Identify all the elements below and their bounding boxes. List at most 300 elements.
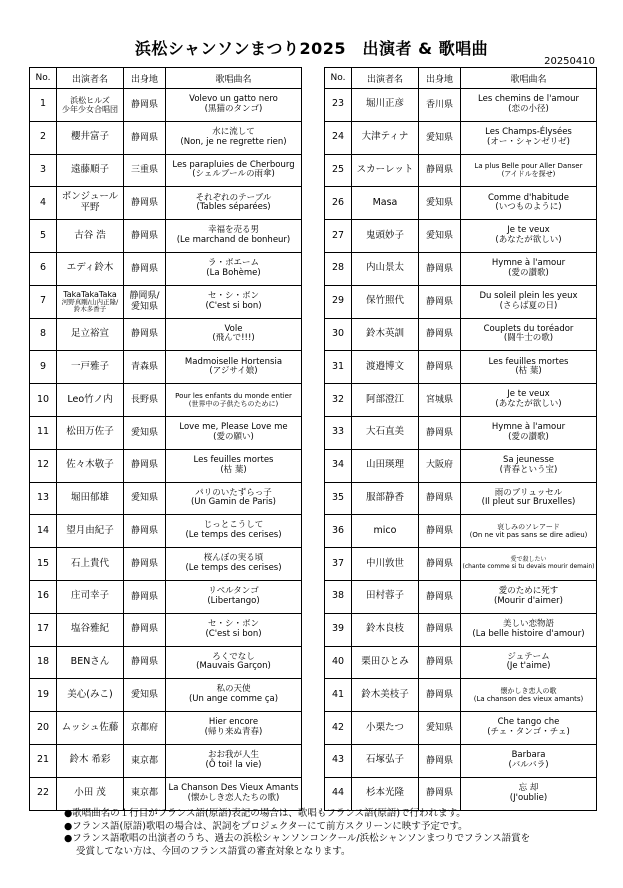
song-title-line: セ・シ・ボン — [207, 618, 259, 629]
row-number: 13 — [30, 482, 57, 515]
song-title — [166, 679, 302, 712]
origin-line: 静岡県 — [425, 558, 453, 569]
origin-line: 青森県 — [130, 362, 158, 373]
song-title — [166, 416, 302, 449]
song-title — [461, 416, 597, 449]
song-title-line: (C'est si bon) — [205, 300, 262, 311]
performer-name — [352, 744, 419, 777]
row-number: 24 — [325, 121, 352, 154]
performer-name-line: 佐々木敬子 — [66, 459, 114, 471]
row-number: 43 — [325, 744, 352, 777]
origin-line: 静岡県 — [425, 690, 453, 701]
footnote-line: ●フランス語(原語)歌唱の場合は、訳詞をプロジェクターにて前方スクリーンに映す予定です。 — [64, 820, 468, 832]
song-title-line: (闘牛士の歌) — [503, 333, 554, 344]
row-number: 35 — [325, 482, 352, 515]
song-title — [461, 121, 597, 154]
footnote-line: ●フランス語歌唱の出演者のうち、過去の浜松シャンソンコンクール/浜松シャンソンまつりでフランス語賞を — [64, 833, 531, 844]
performer-name-line: 少年少女合唱団 — [62, 104, 118, 114]
song-title-line: Barbara — [511, 750, 546, 761]
col-header-song: 歌唱曲名 — [461, 68, 597, 89]
origin-line: 静岡県 — [425, 591, 453, 602]
table-row — [30, 351, 302, 384]
song-title-line: それぞれのテーブル — [195, 192, 272, 203]
performer-name-line: 大石直美 — [365, 426, 404, 438]
song-title-line: (アイドルを探せ) — [501, 170, 556, 179]
performer-name-line: 堀川正彦 — [365, 98, 404, 110]
performer-name — [352, 351, 419, 384]
row-number: 26 — [325, 187, 352, 220]
table-row — [325, 187, 597, 220]
origin-line: 静岡県 — [130, 132, 158, 143]
song-title-line: (枯 葉) — [515, 366, 542, 377]
row-number: 19 — [30, 679, 57, 712]
performer-name-line: ムッシュ佐藤 — [61, 721, 119, 733]
row-number: 2 — [30, 121, 57, 154]
song-title-line: ろくでなし — [212, 651, 255, 662]
song-title-line: (Le temps des cerises) — [185, 563, 282, 574]
origin-prefecture — [124, 252, 166, 285]
row-number: 1 — [30, 89, 57, 122]
song-title-line: セ・シ・ボン — [207, 290, 259, 301]
table-row — [325, 285, 597, 318]
origin-prefecture — [419, 548, 461, 581]
row-number: 44 — [325, 777, 352, 810]
song-title-line: (枯 葉) — [220, 464, 247, 475]
performer-name-line: 浜松ヒルズ — [70, 95, 110, 105]
performer-name — [57, 449, 124, 482]
page-title: 浜松シャンソンまつり2025 出演者 & 歌唱曲 — [134, 39, 489, 58]
performer-name-line: 河野真剛/山内正隆/ — [61, 297, 119, 306]
performer-name-line: 栗田ひとみ — [361, 655, 409, 667]
performer-name — [352, 318, 419, 351]
song-title-line: Hier encore — [208, 717, 259, 728]
table-row — [30, 384, 302, 417]
performer-name — [57, 318, 124, 351]
song-title-line: (オー・シャンゼリゼ) — [487, 136, 570, 147]
row-number: 39 — [325, 613, 352, 646]
song-title — [166, 449, 302, 482]
performer-name-line: 山田瑛理 — [365, 459, 404, 471]
song-title — [461, 285, 597, 318]
table-row — [30, 252, 302, 285]
origin-line: 静岡県 — [130, 99, 158, 110]
table-row — [30, 646, 302, 679]
song-title-line: (Mourir d'aimer) — [494, 595, 563, 606]
song-title-line: 哀しみのソレアード — [497, 523, 560, 532]
song-title-line: ラ・ボエーム — [207, 258, 259, 269]
origin-prefecture — [124, 220, 166, 253]
performer-name-line: Masa — [372, 196, 398, 208]
row-number: 15 — [30, 548, 57, 581]
song-title-line: 愛のために死す — [498, 586, 559, 597]
row-number: 42 — [325, 712, 352, 745]
col-header-song: 歌唱曲名 — [166, 68, 302, 89]
performer-name — [352, 777, 419, 810]
origin-prefecture — [419, 89, 461, 122]
performer-name — [352, 187, 419, 220]
origin-prefecture — [419, 285, 461, 318]
song-title — [461, 580, 597, 613]
performer-name — [352, 548, 419, 581]
table-row — [30, 187, 302, 220]
performer-name — [57, 712, 124, 745]
table-row — [325, 679, 597, 712]
col-header-performer: 出演者名 — [57, 68, 124, 89]
song-title-line: La Chanson Des Vieux Amants — [168, 782, 299, 793]
song-title-line: 美しい恋物語 — [502, 618, 554, 629]
performer-name — [57, 351, 124, 384]
performer-name-line: エディ鈴木 — [66, 262, 114, 274]
origin-prefecture — [124, 744, 166, 777]
song-title — [166, 121, 302, 154]
performer-name — [57, 777, 124, 810]
song-title — [166, 187, 302, 220]
origin-line: 静岡県 — [130, 558, 158, 569]
origin-line: 静岡県 — [425, 362, 453, 373]
row-number: 32 — [325, 384, 352, 417]
performer-name-line: 小栗たつ — [365, 721, 404, 733]
performer-name — [352, 646, 419, 679]
origin-prefecture — [124, 515, 166, 548]
row-number: 34 — [325, 449, 352, 482]
song-title — [461, 89, 597, 122]
table-row — [325, 482, 597, 515]
origin-prefecture — [419, 416, 461, 449]
table-row — [30, 580, 302, 613]
performer-name — [57, 548, 124, 581]
performer-name — [352, 679, 419, 712]
table-row — [325, 121, 597, 154]
origin-line: 愛知県 — [425, 722, 453, 733]
origin-prefecture — [124, 679, 166, 712]
song-title-line: Les Champs-Élysées — [485, 126, 572, 137]
song-title-line: (飛んで!!!) — [212, 333, 255, 344]
origin-line: 愛知県 — [130, 493, 158, 504]
origin-prefecture — [124, 449, 166, 482]
table-row — [325, 646, 597, 679]
song-title-line: 雨のブリュッセル — [494, 487, 563, 498]
song-title — [461, 187, 597, 220]
song-title-line: Che tango che — [497, 717, 560, 728]
song-title-line: La plus Belle pour Aller Danser — [474, 162, 583, 171]
origin-prefecture — [419, 613, 461, 646]
table-row — [325, 777, 597, 810]
performer-name — [57, 121, 124, 154]
song-title — [461, 679, 597, 712]
table-row — [325, 515, 597, 548]
origin-prefecture — [124, 285, 166, 318]
row-number: 27 — [325, 220, 352, 253]
song-title-line: (あなたが欲しい) — [495, 235, 562, 246]
song-title — [166, 548, 302, 581]
song-title — [461, 744, 597, 777]
origin-prefecture — [124, 187, 166, 220]
song-title — [461, 449, 597, 482]
performer-name — [57, 252, 124, 285]
performer-name-line: 渡邉博文 — [365, 360, 404, 372]
song-title-line: パリのいたずらっ子 — [195, 487, 272, 498]
origin-line: 静岡県 — [425, 657, 453, 668]
song-title-line: (La Bohème) — [206, 267, 261, 278]
song-title-line: (La belle histoire d'amour) — [472, 628, 585, 639]
performer-name-line: Leo竹ノ内 — [67, 393, 113, 405]
table-row — [325, 613, 597, 646]
song-title — [461, 252, 597, 285]
performer-name-line: mico — [373, 524, 397, 536]
performer-name — [352, 515, 419, 548]
origin-line: 愛知県 — [130, 427, 158, 438]
origin-prefecture — [124, 318, 166, 351]
song-title-line: リベルタンゴ — [208, 586, 259, 597]
performer-name — [57, 580, 124, 613]
performer-name-line: BENさん — [70, 655, 110, 667]
row-number: 14 — [30, 515, 57, 548]
origin-line: 静岡県 — [425, 755, 453, 766]
row-number: 25 — [325, 154, 352, 187]
origin-line: 香川県 — [425, 99, 453, 110]
song-title — [166, 613, 302, 646]
song-title-line: (恋の小径) — [508, 103, 549, 114]
table-row — [325, 744, 597, 777]
origin-prefecture — [124, 646, 166, 679]
row-number: 18 — [30, 646, 57, 679]
song-title-line: (C'est si bon) — [205, 628, 262, 639]
table-row — [325, 154, 597, 187]
song-title — [166, 384, 302, 417]
performer-name-line: 鈴木 希彩 — [69, 754, 111, 766]
song-title-line: (青春という宝) — [499, 464, 558, 475]
song-title-line: (Libertango) — [207, 595, 260, 606]
row-number: 5 — [30, 220, 57, 253]
song-title — [461, 548, 597, 581]
origin-line: 静岡県 — [130, 230, 158, 241]
song-title — [461, 515, 597, 548]
song-title-line: 懐かしき恋人の歌 — [500, 687, 557, 696]
song-title-line: (On ne vit pas sans se dire adieu) — [469, 531, 588, 540]
origin-prefecture — [419, 187, 461, 220]
origin-prefecture — [419, 712, 461, 745]
origin-prefecture — [124, 351, 166, 384]
origin-line: 東京都 — [130, 788, 158, 799]
table-row — [30, 285, 302, 318]
table-row — [30, 744, 302, 777]
origin-prefecture — [124, 121, 166, 154]
song-title — [461, 318, 597, 351]
row-number: 37 — [325, 548, 352, 581]
performer-name — [57, 187, 124, 220]
origin-line: 三重県 — [130, 165, 158, 176]
song-title-line: Couplets du toréador — [483, 323, 574, 334]
table-row — [30, 121, 302, 154]
origin-line: 京都府 — [130, 722, 158, 733]
table-row — [325, 416, 597, 449]
performer-name — [352, 384, 419, 417]
origin-line: 静岡県 — [425, 263, 453, 274]
origin-prefecture — [419, 252, 461, 285]
origin-line: 愛知県 — [130, 301, 158, 312]
col-header-no: No. — [325, 68, 352, 89]
song-title — [166, 646, 302, 679]
row-number: 11 — [30, 416, 57, 449]
table-row — [30, 515, 302, 548]
song-title — [166, 318, 302, 351]
col-header-origin: 出身地 — [419, 68, 461, 89]
table-row — [325, 89, 597, 122]
origin-prefecture — [419, 154, 461, 187]
performer-name — [57, 285, 124, 318]
origin-prefecture — [124, 712, 166, 745]
song-title — [461, 613, 597, 646]
table-row — [325, 449, 597, 482]
song-title-line: Les feuilles mortes — [488, 356, 569, 367]
performer-name-line: 石塚弘子 — [365, 754, 404, 766]
row-number: 21 — [30, 744, 57, 777]
row-number: 3 — [30, 154, 57, 187]
song-title-line: (バルバラ) — [508, 759, 549, 770]
performer-name-line: 杉本光隆 — [365, 787, 404, 799]
origin-prefecture — [419, 482, 461, 515]
table-row — [30, 154, 302, 187]
origin-line: 静岡県 — [425, 526, 453, 537]
table-row — [30, 220, 302, 253]
origin-line: 静岡県 — [130, 624, 158, 635]
origin-prefecture — [419, 121, 461, 154]
origin-prefecture — [419, 515, 461, 548]
col-header-no: No. — [30, 68, 57, 89]
performer-name-line: 望月由紀子 — [66, 524, 114, 536]
song-title-line: Pour les enfants du monde entier — [175, 392, 292, 401]
origin-prefecture — [124, 384, 166, 417]
performer-name-line: 阿部澄江 — [365, 393, 404, 405]
footnote-line: 受賞してない方は、今回のフランス語賞の審査対象となります。 — [76, 845, 351, 857]
song-title — [166, 515, 302, 548]
song-title-line: (さらば夏の日) — [499, 300, 558, 311]
row-number: 36 — [325, 515, 352, 548]
song-title — [166, 744, 302, 777]
origin-prefecture — [419, 220, 461, 253]
performer-name-line: スカーレット — [356, 164, 414, 176]
table-row — [30, 318, 302, 351]
performer-name — [57, 154, 124, 187]
origin-line: 愛知県 — [425, 230, 453, 241]
performer-name — [57, 482, 124, 515]
song-title-line: ジュテーム — [507, 651, 550, 662]
origin-prefecture — [419, 646, 461, 679]
origin-prefecture — [124, 154, 166, 187]
song-title — [461, 777, 597, 810]
performer-name-line: 美心(みこ) — [67, 688, 113, 700]
origin-prefecture — [124, 580, 166, 613]
row-number: 9 — [30, 351, 57, 384]
origin-prefecture — [124, 777, 166, 810]
performer-name-line: 遠藤順子 — [70, 164, 109, 176]
song-title-line: (愛の願い) — [213, 431, 254, 442]
table-row — [325, 384, 597, 417]
origin-prefecture — [124, 416, 166, 449]
performer-name — [352, 89, 419, 122]
performer-name — [352, 220, 419, 253]
performer-name — [352, 252, 419, 285]
song-title — [166, 220, 302, 253]
song-title — [166, 580, 302, 613]
col-header-origin: 出身地 — [124, 68, 166, 89]
origin-line: 大阪府 — [425, 460, 453, 471]
song-title — [461, 646, 597, 679]
song-title-line: Les chemins de l'amour — [478, 94, 579, 105]
song-title — [166, 252, 302, 285]
performer-name — [352, 416, 419, 449]
document-date: 20250410 — [544, 56, 595, 67]
origin-prefecture — [419, 449, 461, 482]
performer-table-left — [29, 67, 302, 811]
song-title-line: Hymne à l'amour — [491, 422, 566, 433]
song-title — [461, 712, 597, 745]
performer-name-line: 鬼頭妙子 — [365, 229, 404, 241]
origin-prefecture — [419, 580, 461, 613]
table-row — [30, 548, 302, 581]
row-number: 16 — [30, 580, 57, 613]
song-title-line: 水に流して — [212, 126, 255, 137]
row-number: 40 — [325, 646, 352, 679]
song-title-line: 忘 却 — [518, 782, 539, 793]
origin-prefecture — [419, 351, 461, 384]
song-title-line: Les feuilles mortes — [193, 454, 274, 465]
origin-line: 静岡県 — [425, 493, 453, 504]
performer-name-line: 堀田郁雄 — [70, 492, 109, 503]
table-row — [30, 613, 302, 646]
performer-name-line: 塩谷雅紀 — [70, 623, 109, 635]
table-row — [325, 220, 597, 253]
performer-name-line: 鈴木英訓 — [365, 328, 404, 340]
song-title-line: (Le marchand de bonheur) — [176, 235, 291, 246]
song-title-line: (chante comme si tu devais mourir demain) — [462, 563, 595, 571]
song-title-line: (懐かしき恋人たちの歌) — [187, 792, 280, 803]
performer-name — [57, 220, 124, 253]
table-row — [325, 548, 597, 581]
performer-name — [352, 613, 419, 646]
origin-line: 愛知県 — [130, 690, 158, 701]
song-title — [166, 154, 302, 187]
song-title — [166, 777, 302, 810]
row-number: 6 — [30, 252, 57, 285]
performer-name-line: 一戸雅子 — [70, 360, 109, 372]
performer-name — [57, 679, 124, 712]
song-title-line: 私の天使 — [216, 684, 251, 695]
origin-line: 静岡県 — [425, 788, 453, 799]
song-title-line: Volevo un gatto nero — [189, 94, 278, 105]
song-title-line: (La chanson des vieux amants) — [473, 695, 584, 704]
song-title-line: (Un ange comme ça) — [188, 694, 279, 705]
origin-line: 静岡県 — [425, 427, 453, 438]
song-title-line: Love me, Please Love me — [179, 422, 288, 433]
origin-line: 長野県 — [130, 394, 158, 405]
song-title — [166, 482, 302, 515]
origin-line: 静岡県 — [425, 296, 453, 307]
song-title — [461, 154, 597, 187]
song-title-line: (Non, je ne regrette rien) — [180, 136, 287, 147]
song-title-line: Je te veux — [507, 389, 550, 400]
origin-prefecture — [419, 777, 461, 810]
song-title — [166, 89, 302, 122]
table-row — [325, 252, 597, 285]
performer-name-line: 大津ティナ — [361, 131, 409, 143]
table-row — [325, 318, 597, 351]
song-title-line: 愛で殺したい — [510, 556, 547, 564]
performer-name — [352, 482, 419, 515]
song-title — [166, 285, 302, 318]
song-title-line: (Le temps des cerises) — [185, 530, 282, 541]
song-title-line: (チェ・タンゴ・チェ) — [487, 727, 570, 738]
